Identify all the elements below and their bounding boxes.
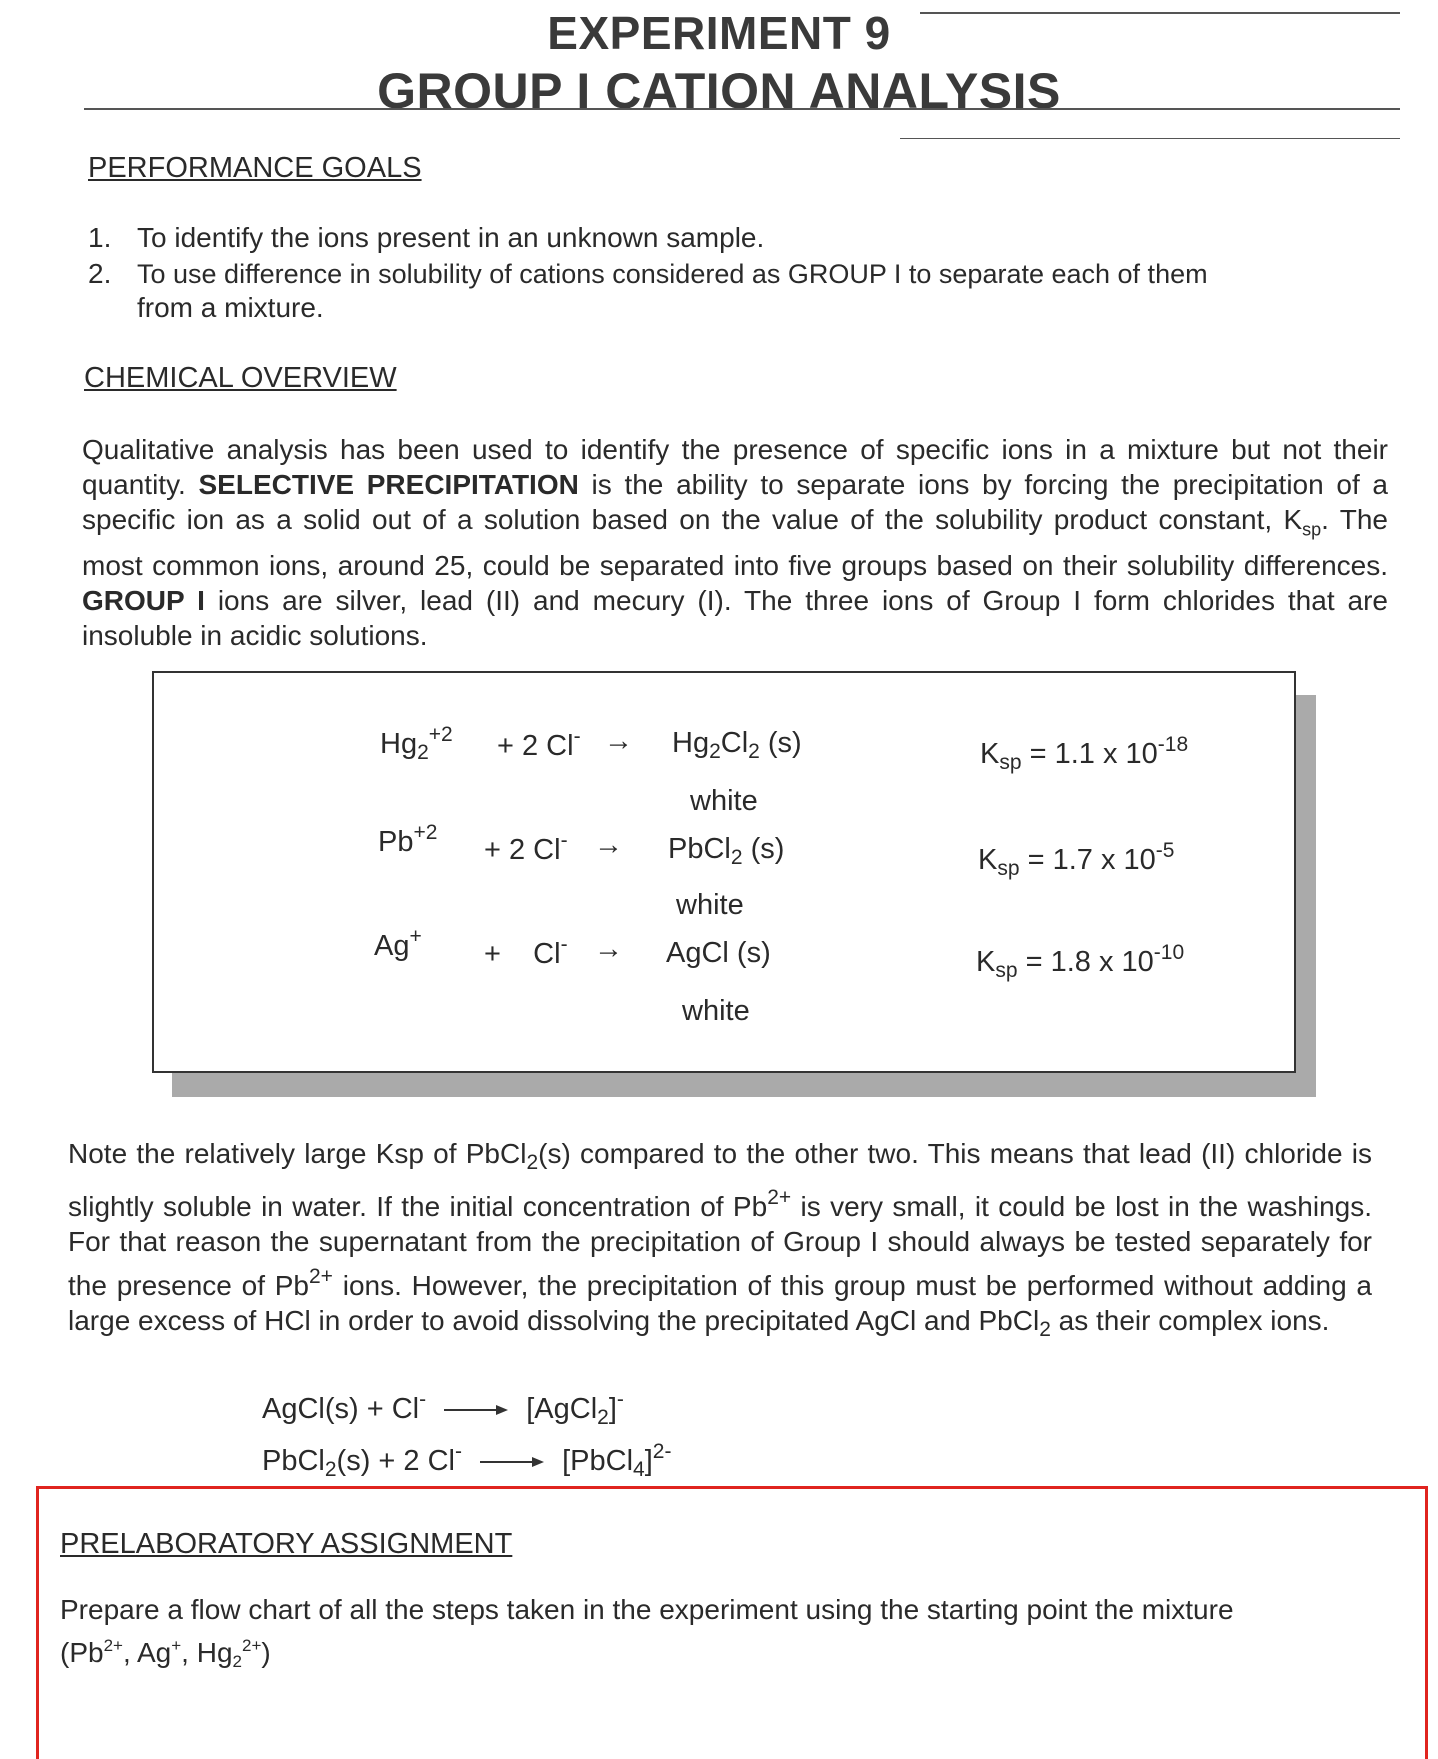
ksp-symbol: K [976,946,996,978]
product-symbol: Hg [672,727,710,759]
ksp-sub: sp [995,959,1018,982]
prelab-heading: PRELABORATORY ASSIGNMENT [60,1528,513,1560]
reaction-chloride [484,829,568,867]
complex-left-charge: - [454,1440,462,1463]
experiment-number: EXPERIMENT 9 [547,7,891,59]
note-subscript-1: 2 [526,1151,539,1174]
prelab-line-2 [60,1628,1380,1680]
ksp-sub: sp [999,751,1022,774]
note-subscript-2: 2 [1039,1318,1051,1341]
silver-symbol: , Ag [122,1637,172,1668]
reaction-ion [380,723,453,765]
ksp-number: = 1.7 x 10 [1019,844,1156,876]
overview-paragraph [82,432,1388,653]
goal-number: 2. [88,258,112,289]
ksp-number: = 1.8 x 10 [1017,946,1154,978]
chloride-term: + 2 Cl [497,730,574,762]
mercury-symbol: , Hg [181,1637,233,1668]
precipitation-reactions-box [152,671,1296,1073]
ksp-value [980,733,1188,775]
complex-right-sub: 4 [633,1458,645,1481]
precipitate-color: white [682,995,750,1027]
complex-right: [AgCl [526,1393,598,1425]
reaction-product [672,727,802,764]
goal-item [88,257,1398,329]
complex-right-sub: 2 [597,1406,609,1429]
selective-precipitation-term: SELECTIVE PRECIPITATION [198,469,579,500]
product-state: (s) [742,833,785,865]
complex-right-charge: - [616,1388,624,1411]
goal-text-continued: from a mixture. [137,292,324,323]
ion-charge: +2 [413,821,438,844]
note-text-3: is very small, it could be lost in the washings. For that reason the supernatant from the precipitation of Group I should always be tested separately for the presence of Pb [68,1191,1372,1301]
overview-text-1: Qualitative analysis has been used to identify the presence of specific ions in a mixture but not their quantity. [82,434,1388,500]
ksp-value [976,941,1184,983]
product-symbol: AgCl [666,937,729,969]
product-symbol: PbCl [668,833,731,865]
goal-text: To identify the ions present in an unknown sample. [137,222,765,253]
chloride-charge: - [573,725,581,748]
reaction-arrow-icon [480,1457,544,1467]
silver-charge: + [171,1636,182,1655]
ksp-value [978,839,1174,881]
chemical-overview-heading: CHEMICAL OVERVIEW [84,362,397,394]
ksp-sub: sp [997,857,1020,880]
product-symbol-2: Cl [720,727,749,759]
ion-symbol: Hg [380,728,418,760]
note-text-4: ions. However, the precipitation of this group must be performed without adding a large excess of HCl in order to avoid dissolving the precipitated AgCl and PbCl [68,1270,1372,1336]
complex-left-sub: 2 [324,1458,337,1481]
ion-symbol: Ag [374,930,410,962]
experiment-title: GROUP I CATION ANALYSIS [377,63,1061,119]
complex-left: PbCl [262,1445,325,1477]
title-underline-rule [84,108,1400,110]
product-subscript-2: 2 [748,740,760,763]
complex-left-charge: - [419,1388,427,1411]
note-superscript-1: 2+ [767,1186,792,1209]
product-state: (s) [728,937,771,969]
complex-reaction [262,1440,671,1482]
reaction-ion [374,925,422,967]
overview-text-4: ions are silver, lead (II) and mecury (I). The three ions of Group I form chlorides that are insoluble in acidic solutions. [82,584,1389,651]
ksp-number: = 1.1 x 10 [1021,738,1158,770]
reaction-ion [378,821,437,863]
mixture-open: (Pb [60,1637,104,1668]
chloride-charge: - [560,933,568,956]
reaction-arrow: → [594,829,623,861]
reaction-arrow: → [594,933,623,965]
title-underline-rule-2 [900,138,1400,139]
prelab-line-1: Prepare a flow chart of all the steps taken in the experiment using the starting point the mixture [60,1594,1234,1625]
ksp-exponent: -18 [1157,733,1189,756]
note-text-5: as their complex ions. [1050,1305,1330,1336]
mercury-charge: 2+ [242,1636,262,1655]
ion-subscript: 2 [417,741,429,764]
lead-charge: 2+ [103,1636,123,1655]
chloride-term: + Cl [484,938,561,970]
reaction-product [666,937,771,974]
mixture-close: ) [261,1637,271,1668]
note-paragraph [68,1136,1372,1347]
reaction-arrow: → [604,725,633,757]
complex-left-rest: (s) + 2 Cl [336,1445,455,1477]
goal-text: To use difference in solubility of cations considered as GROUP I to separate each of them [137,259,1208,289]
reaction-chloride [484,933,568,971]
mercury-subscript: 2 [232,1652,242,1671]
ion-charge: + [409,925,422,948]
ksp-symbol: K [980,738,1000,770]
complex-reaction [262,1388,624,1430]
ksp-exponent: -5 [1155,839,1175,862]
note-text-2: (s) compared to the other two. This means that lead (II) chloride is slightly soluble in water. If the initial concentration of Pb [68,1138,1372,1222]
ion-symbol: Pb [378,826,414,858]
precipitate-color: white [676,889,744,921]
ksp-subscript: sp [1302,519,1322,540]
note-superscript-2: 2+ [309,1265,333,1288]
reaction-product [668,833,784,870]
note-text-1: Note the relatively large Ksp of PbCl [68,1138,527,1169]
group-one-term: GROUP I [82,584,205,616]
complex-right-close: ] [608,1393,617,1425]
ksp-exponent: -10 [1153,941,1185,964]
goal-item [88,221,1388,261]
complex-right: [PbCl [562,1445,634,1477]
goal-number: 1. [88,222,112,253]
chloride-term: + 2 Cl [484,834,561,866]
prelab-instructions [60,1592,1380,1680]
reaction-chloride [497,725,581,763]
product-subscript: 2 [709,740,721,763]
product-subscript: 2 [730,846,743,869]
complex-right-charge: 2- [652,1440,672,1463]
ksp-symbol: K [978,844,998,876]
complex-left: AgCl(s) + Cl [262,1393,420,1425]
ion-charge: +2 [428,723,453,746]
precipitate-color: white [690,785,758,817]
overview-text-2: is the ability to separate ions by forcing the precipitation of a specific ion as a solid out of a solution based on the value of the solubility product constant, K [82,469,1389,535]
reaction-arrow-icon [444,1405,508,1415]
chloride-charge: - [560,829,568,852]
overview-text-3: . The most common ions, around 25, could be separated into five groups based on their solubility differences. [82,504,1388,581]
performance-goals-heading: PERFORMANCE GOALS [88,152,422,184]
complex-right-close: ] [644,1445,653,1477]
product-state: (s) [759,727,802,759]
